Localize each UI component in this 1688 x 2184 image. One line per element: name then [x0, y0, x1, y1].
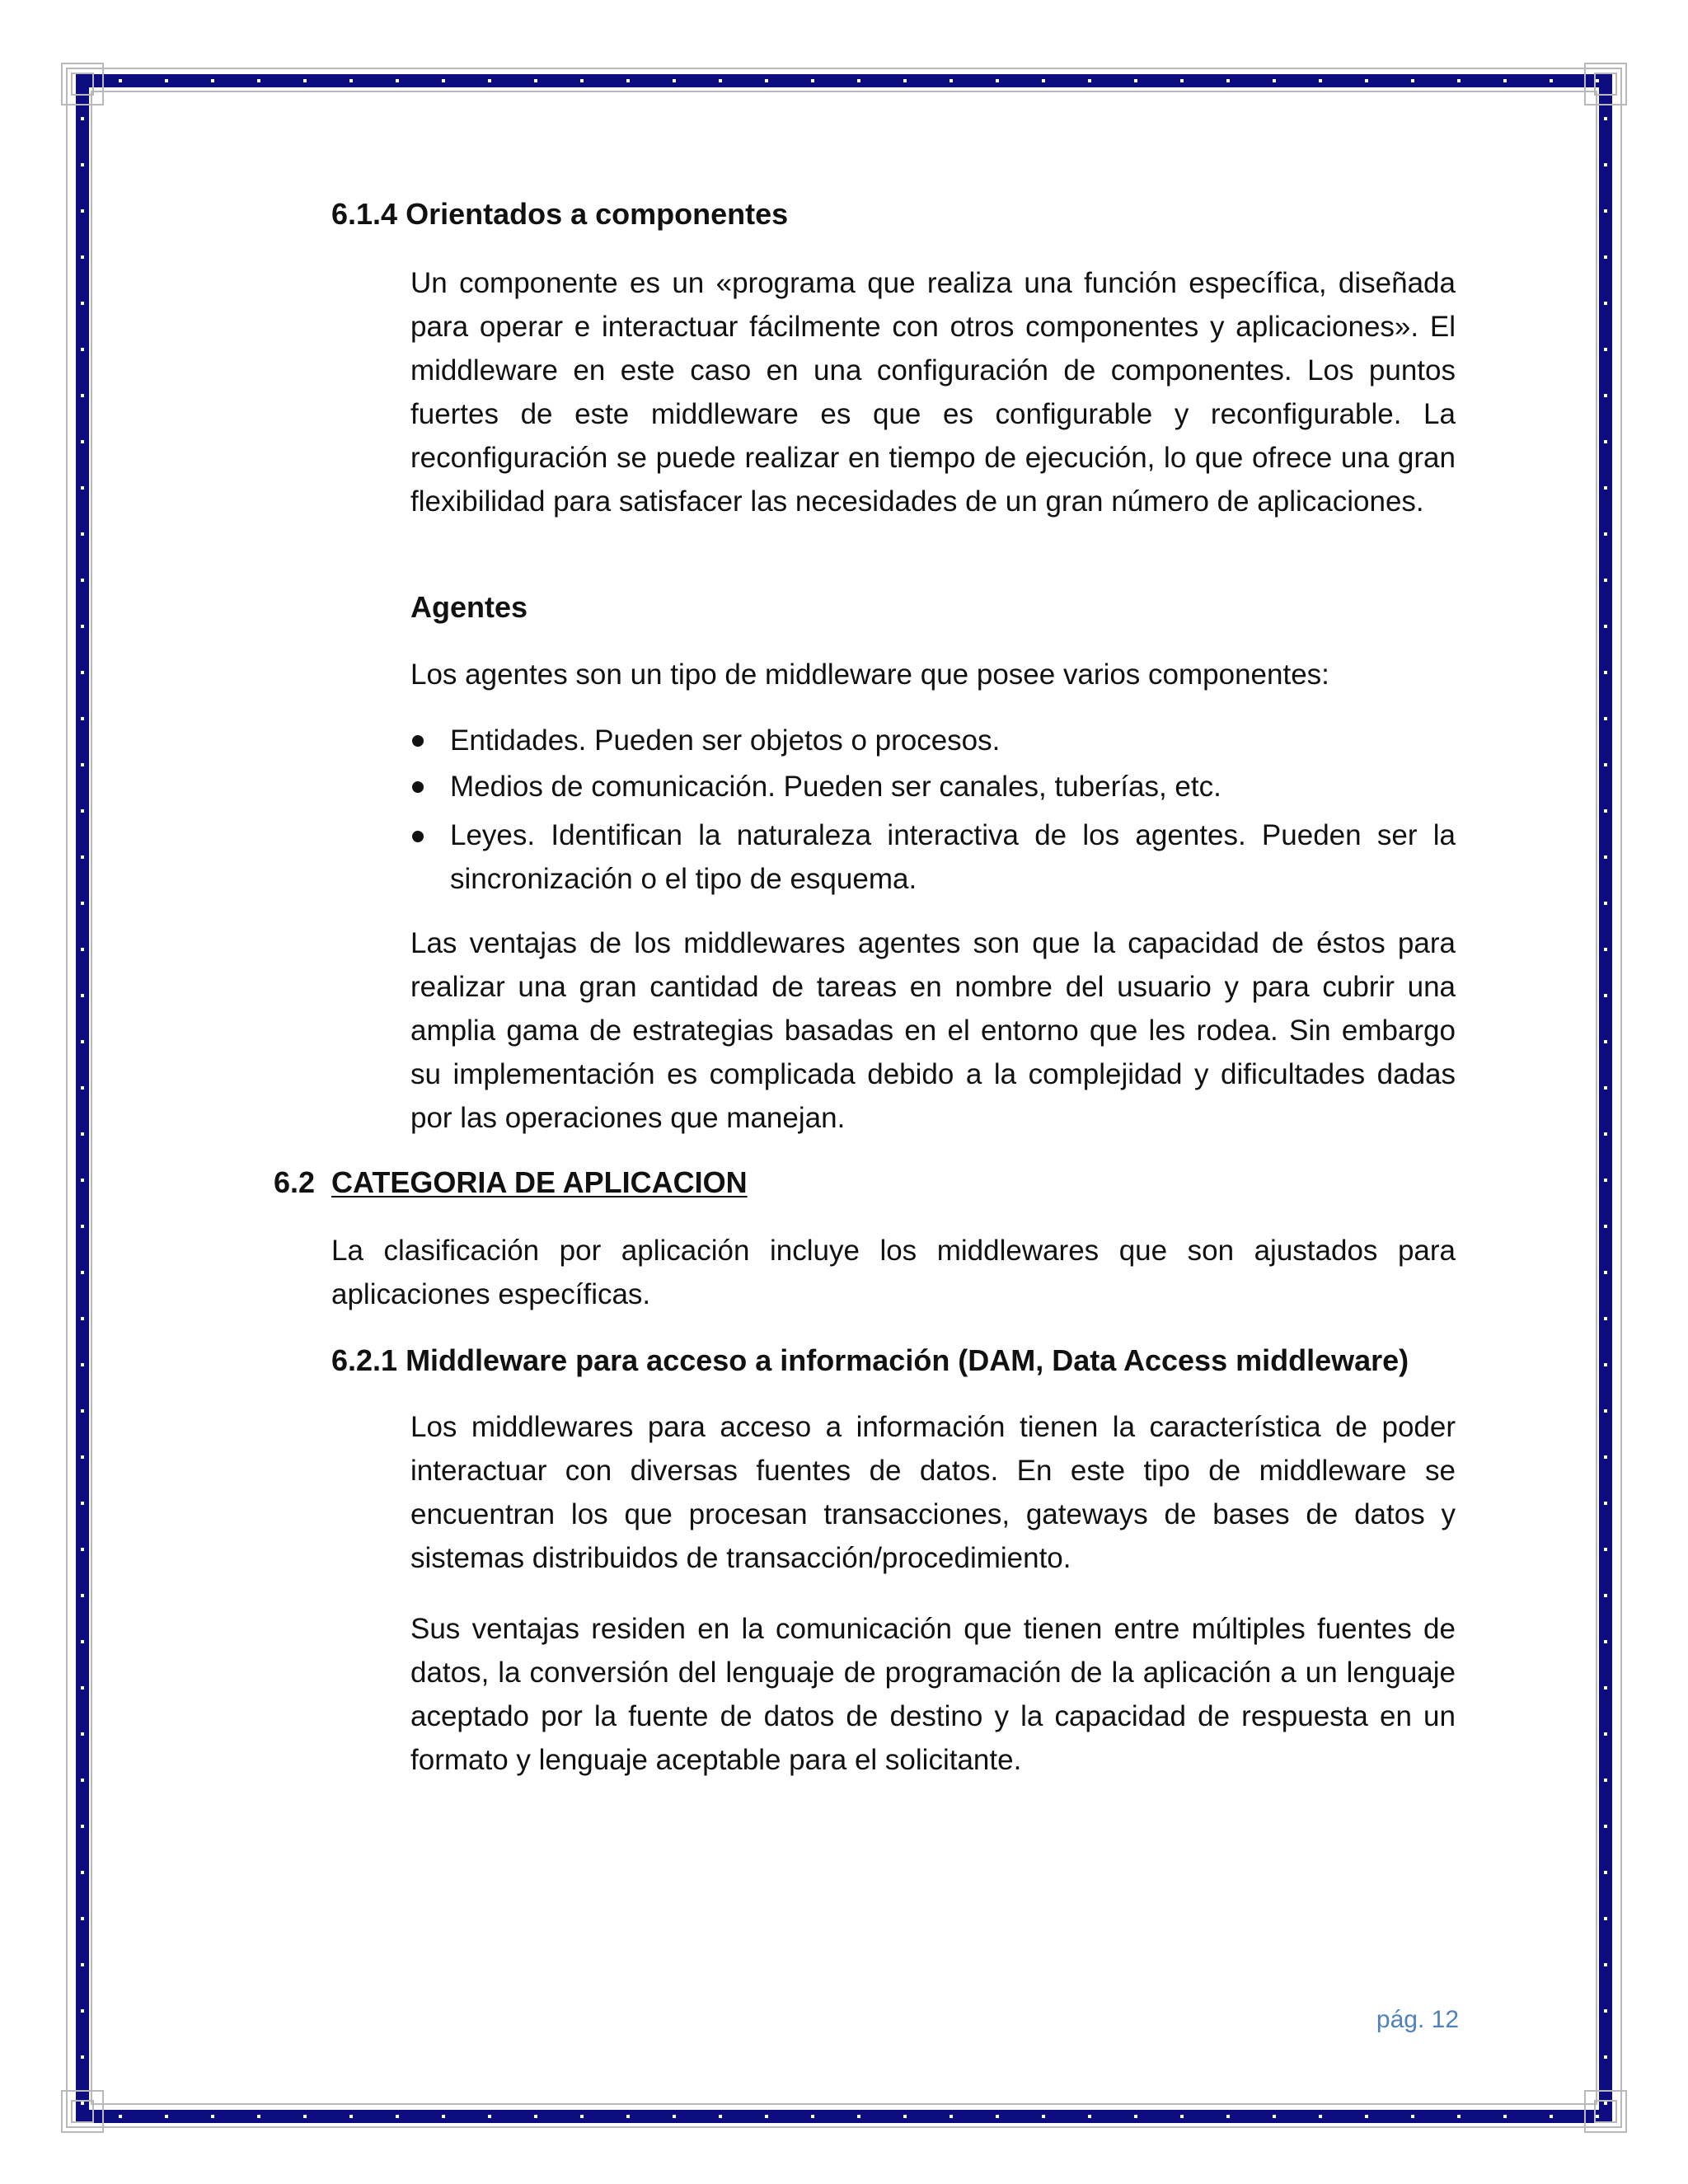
list-item-text: Medios de comunicación. Pueden ser canales, tuberías, etc. — [450, 771, 1221, 803]
section-6-2-heading — [274, 1165, 1428, 1201]
section-6-2-1-paragraph-2: Sus ventajas residen en la comunicación que tienen entre múltiples fuentes de datos, la conversión del lenguaje de programación de la aplicación a un lenguaje aceptado por la fuente de datos de destino y la capacidad de respuesta en un formato y lenguaje aceptable para el solicitante. — [410, 1613, 1456, 1776]
bullet-icon — [412, 735, 424, 747]
bullet-icon — [412, 831, 424, 842]
list-item-text: Entidades. Pueden ser objetos o procesos. — [450, 724, 1001, 757]
list-item — [410, 813, 1456, 901]
section-6-2-1-paragraph-1: Los middlewares para acceso a información tienen la característica de poder interactuar con diversas fuentes de datos. En este tipo de middleware se encuentran los que procesan transacciones, gateways de bases de datos y sistemas distribuidos de transacción/procedimiento. — [410, 1411, 1456, 1574]
section-6-1-4-heading: 6.1.4 Orientados a componentes — [331, 197, 789, 231]
corner-ornament-bottom-left-inner — [71, 2100, 94, 2123]
corner-ornament-top-left-inner — [71, 73, 94, 96]
section-6-2-title: CATEGORIA DE APLICACION — [331, 1165, 748, 1199]
border-band-top — [76, 74, 1612, 87]
list-item — [410, 764, 1456, 810]
corner-ornament-top-right-inner — [1594, 73, 1617, 96]
section-6-2-1-heading: 6.2.1 Middleware para acceso a información (DAM, Data Access middleware) — [331, 1343, 1409, 1377]
section-6-1-4-paragraph: Un componente es un «programa que realiza una función específica, diseñada para operar e interactuar fácilmente con otros componentes y aplicaciones». El middleware en este caso en una configuración de componentes. Los puntos fuertes de este middleware es que es configurable y reconfigurable. La reconfiguración se puede realizar en tiempo de ejecución, lo que ofrece una gran flexibilidad para satisfacer las necesidades de un gran número de aplicaciones. — [410, 267, 1456, 518]
page-number: pág. 12 — [1376, 2006, 1459, 2033]
agentes-advantages-paragraph: Las ventajas de los middlewares agentes son que la capacidad de éstos para realizar una gran cantidad de tareas en nombre del usuario y para cubrir una amplia gama de estrategias basadas en el entorno que les rodea. Sin embargo su implementación es complicada debido a la complejidad y dificultades dadas por las operaciones que manejan. — [410, 927, 1456, 1134]
bullet-icon — [412, 781, 424, 793]
agentes-bullet-list — [410, 718, 1456, 901]
border-band-left — [76, 74, 89, 2123]
agentes-subheading: Agentes — [410, 590, 528, 624]
section-6-2-number: 6.2 — [274, 1165, 316, 1199]
border-band-right — [1599, 74, 1612, 2123]
list-item — [410, 718, 1456, 764]
section-6-2-paragraph: La clasificación por aplicación incluye los middlewares que son ajustados para aplicaciones específicas. — [331, 1235, 1456, 1310]
list-item-text: Leyes. Identifican la naturaleza interactiva de los agentes. Pueden ser la sincronización o el tipo de esquema. — [450, 819, 1456, 895]
agentes-intro: Los agentes son un tipo de middleware que posee varios componentes: — [410, 658, 1329, 691]
corner-ornament-bottom-right-inner — [1594, 2100, 1617, 2123]
border-band-bottom — [76, 2110, 1612, 2123]
